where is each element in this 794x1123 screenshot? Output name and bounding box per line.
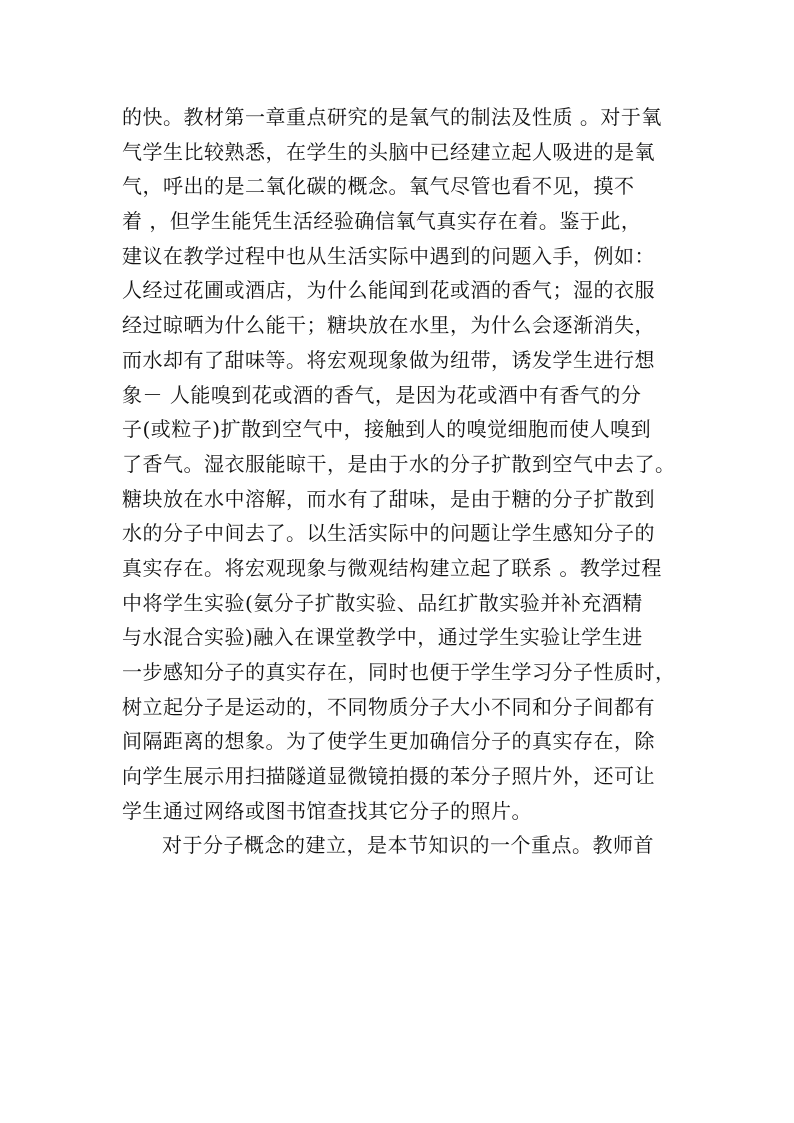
- text-line: 了香气。湿衣服能晾干，是由于水的分子扩散到空气中去了。: [122, 451, 676, 476]
- text-line: 气学生比较熟悉，在学生的头脑中已经建立起人吸进的是氧: [122, 139, 655, 164]
- text-line: 糖块放在水中溶解，而水有了甜味，是由于糖的分子扩散到: [122, 486, 655, 511]
- text-line: 的快。教材第一章重点研究的是氧气的制法及性质 。对于氧: [122, 105, 662, 129]
- text-line: 中将学生实验(氨分子扩散实验、品红扩散实验并补充酒精: [122, 590, 643, 615]
- text-line: 学生通过网络或图书馆查找其它分子的照片。: [122, 798, 532, 823]
- paragraph-2-start: 对于分子概念的建立，是本节知识的一个重点。教师首: [162, 833, 654, 858]
- text-line: 一步感知分子的真实存在，同时也便于学生学习分子性质时，: [122, 660, 676, 684]
- text-line: 而水却有了甜味等。将宏观现象做为纽带，诱发学生进行想: [122, 347, 655, 372]
- text-line: 经过晾晒为什么能干；糖块放在水里，为什么会逐渐消失，: [122, 313, 655, 338]
- text-line: 子(或粒子)扩散到空气中，接触到人的嗅觉细胞而使人嗅到: [122, 417, 652, 442]
- text-line: 象－ 人能嗅到花或酒的香气，是因为花或酒中有香气的分: [122, 382, 642, 407]
- text-line: 人经过花圃或酒店，为什么能闻到花或酒的香气；湿的衣服: [122, 278, 655, 303]
- body-text: [122, 100, 682, 863]
- text-line: 着 ，但学生能凭生活经验确信氧气真实存在着。鉴于此，: [122, 209, 642, 234]
- text-line: 真实存在。将宏观现象与微观结构建立起了联系 。教学过程: [122, 555, 662, 580]
- text-line: 水的分子中间去了。以生活实际中的问题让学生感知分子的: [122, 521, 655, 546]
- text-line: 气，呼出的是二氧化碳的概念。氧气尽管也看不见，摸不: [122, 174, 635, 199]
- text-line: 间隔距离的想象。为了使学生更加确信分子的真实存在，除: [122, 729, 655, 754]
- text-line: 与水混合实验)融入在课堂教学中，通过学生实验让学生进: [122, 625, 643, 650]
- text-line: 树立起分子是运动的，不同物质分子大小不同和分子间都有: [122, 694, 655, 719]
- text-line: 向学生展示用扫描隧道显微镜拍摄的苯分子照片外，还可让: [122, 764, 655, 789]
- text-line: 建议在教学过程中也从生活实际中遇到的问题入手，例如：: [122, 243, 655, 268]
